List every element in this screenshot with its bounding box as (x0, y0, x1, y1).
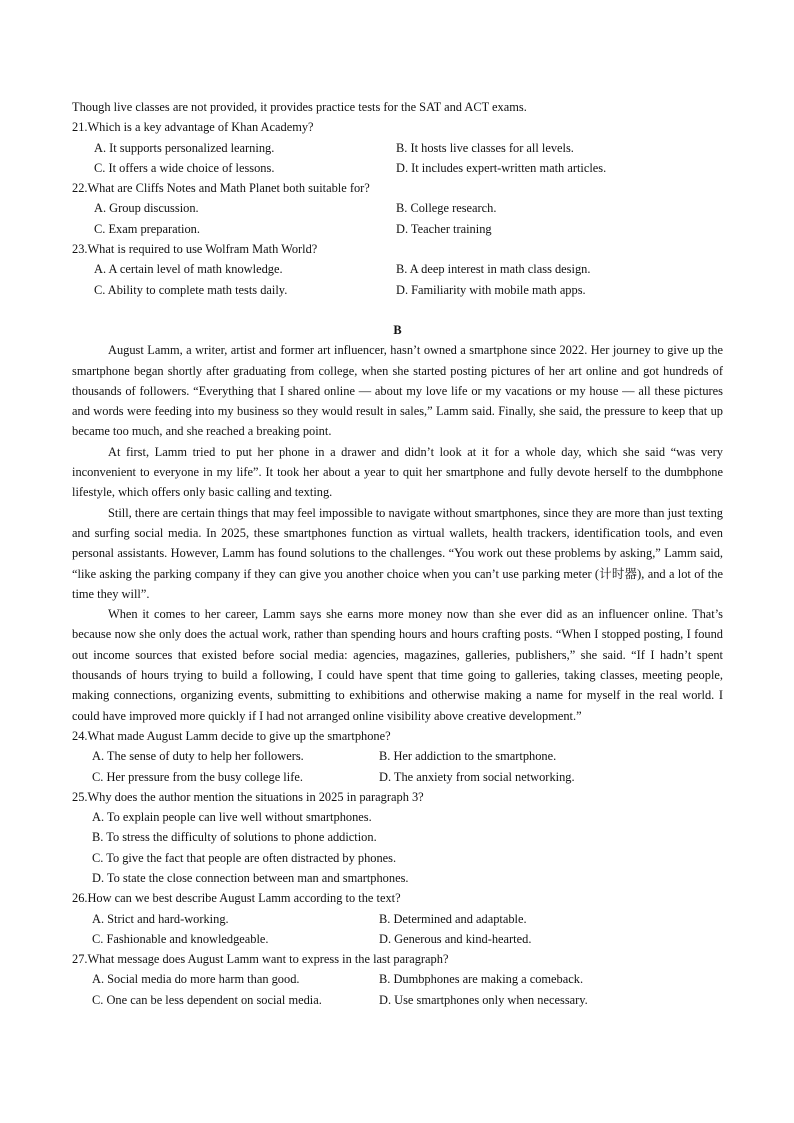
option-d: D. It includes expert-written math articles. (396, 160, 607, 175)
options-grid (72, 909, 723, 950)
option-c: C. Fashionable and knowledgeable. (92, 931, 269, 946)
option-b: B. It hosts live classes for all levels. (396, 140, 574, 155)
option-b: B. Determined and adaptable. (379, 911, 527, 926)
question-24 (72, 726, 723, 787)
question-stem: 22.What are Cliffs Notes and Math Planet both suitable for? (72, 181, 370, 196)
option-a: A. The sense of duty to help her followers. (92, 749, 304, 764)
option-c: C. It offers a wide choice of lessons. (94, 160, 275, 175)
question-27 (72, 949, 723, 1010)
question-stem: 26.How can we best describe August Lamm according to the text? (72, 891, 401, 906)
option-b: B. A deep interest in math class design. (396, 262, 591, 277)
option-a: A. Social media do more harm than good. (92, 972, 300, 987)
option-b: B. Dumbphones are making a comeback. (379, 972, 584, 987)
options-grid (72, 198, 723, 239)
options-grid (72, 746, 723, 787)
option-c: C. To give the fact that people are often distracted by phones. (92, 850, 397, 865)
passage-paragraph-3: Still, there are certain things that may feel impossible to navigate without smartphones, since they are more than just texting and surfing social media. In 2025, these smartphones function as virtual wallets, health trackers, identification tools, and even personal assistants. However, Lamm has found solutions to the challenges. “You work out these problems by asking,” Lamm said, “like asking the parking company if they can give you another choice when you can’t use parking meter (计时器), and a lot of the time they will”. (72, 505, 723, 601)
question-stem: 24.What made August Lamm decide to give up the smartphone? (72, 728, 391, 743)
option-a: A. Group discussion. (94, 201, 199, 216)
question-23 (72, 239, 723, 300)
question-26 (72, 888, 723, 949)
exam-page (72, 97, 723, 1010)
option-d: D. To state the close connection between man and smartphones. (92, 870, 409, 885)
passage-paragraph-2: At first, Lamm tried to put her phone in a drawer and didn’t look at it for a whole day, which she said “was very inconvenient to everyone in my life”. It took her about a year to quit her smartphone and fully devote herself to the dumbphone lifestyle, which offers only basic calling and texting. (72, 444, 723, 500)
options-grid (72, 138, 723, 179)
option-a: A. To explain people can live well without smartphones. (92, 810, 372, 825)
section-b-title: B (393, 322, 402, 337)
option-b: B. College research. (396, 201, 497, 216)
options-grid (72, 259, 723, 300)
option-a: A. Strict and hard-working. (92, 911, 229, 926)
option-c: C. Exam preparation. (94, 221, 200, 236)
option-d: D. Use smartphones only when necessary. (379, 992, 588, 1007)
option-b: B. Her addiction to the smartphone. (379, 749, 557, 764)
passage-paragraph-4: When it comes to her career, Lamm says she earns more money now than she ever did as an influencer online. That’s because now she only does the actual work, rather than spending hours and hours crafting posts. “When I stopped posting, I found out income sources that existed before social media: agencies, magazines, galleries, publishers,” she said. “If I hadn’t spent thousands of hours trying to build a following, I could have spent that time going to galleries, taking classes, meeting people, making connections, organizing events, submitting to exhibitions and otherwise making a name for myself in the real world. I could have improved more quickly if I had not arranged online visibility above creative development.” (72, 607, 723, 723)
options-grid (72, 969, 723, 1010)
option-c: C. One can be less dependent on social media. (92, 992, 322, 1007)
question-stem: 21.Which is a key advantage of Khan Academy? (72, 120, 314, 135)
option-d: D. Generous and kind-hearted. (379, 931, 532, 946)
option-c: C. Her pressure from the busy college life. (92, 769, 303, 784)
option-d: D. Teacher training (396, 221, 492, 236)
question-21 (72, 117, 723, 178)
question-stem: 27.What message does August Lamm want to express in the last paragraph? (72, 952, 449, 967)
question-stem: 23.What is required to use Wolfram Math World? (72, 242, 318, 257)
question-stem: 25.Why does the author mention the situations in 2025 in paragraph 3? (72, 789, 424, 804)
option-a: A. It supports personalized learning. (94, 140, 275, 155)
option-a: A. A certain level of math knowledge. (94, 262, 283, 277)
question-22 (72, 178, 723, 239)
option-d: D. Familiarity with mobile math apps. (396, 282, 586, 297)
option-c: C. Ability to complete math tests daily. (94, 282, 288, 297)
passage-paragraph-1: August Lamm, a writer, artist and former art influencer, hasn’t owned a smartphone since 2022. Her journey to give up the smartphone began shortly after graduating from college, when she started posting pictures of her art online and got hundreds of thousands of followers. “Everything that I shared online — about my love life or my vacations or my house — all these pictures and words were feeding into my business so they would result in sales,” Lamm said. Finally, she said, the pressure to keep that up became too much, and she reached a breaking point. (72, 343, 723, 439)
option-d: D. The anxiety from social networking. (379, 769, 575, 784)
option-b: B. To stress the difficulty of solutions to phone addiction. (92, 830, 377, 845)
intro-line: Though live classes are not provided, it provides practice tests for the SAT and ACT exams. (72, 100, 527, 114)
question-25 (72, 787, 723, 888)
